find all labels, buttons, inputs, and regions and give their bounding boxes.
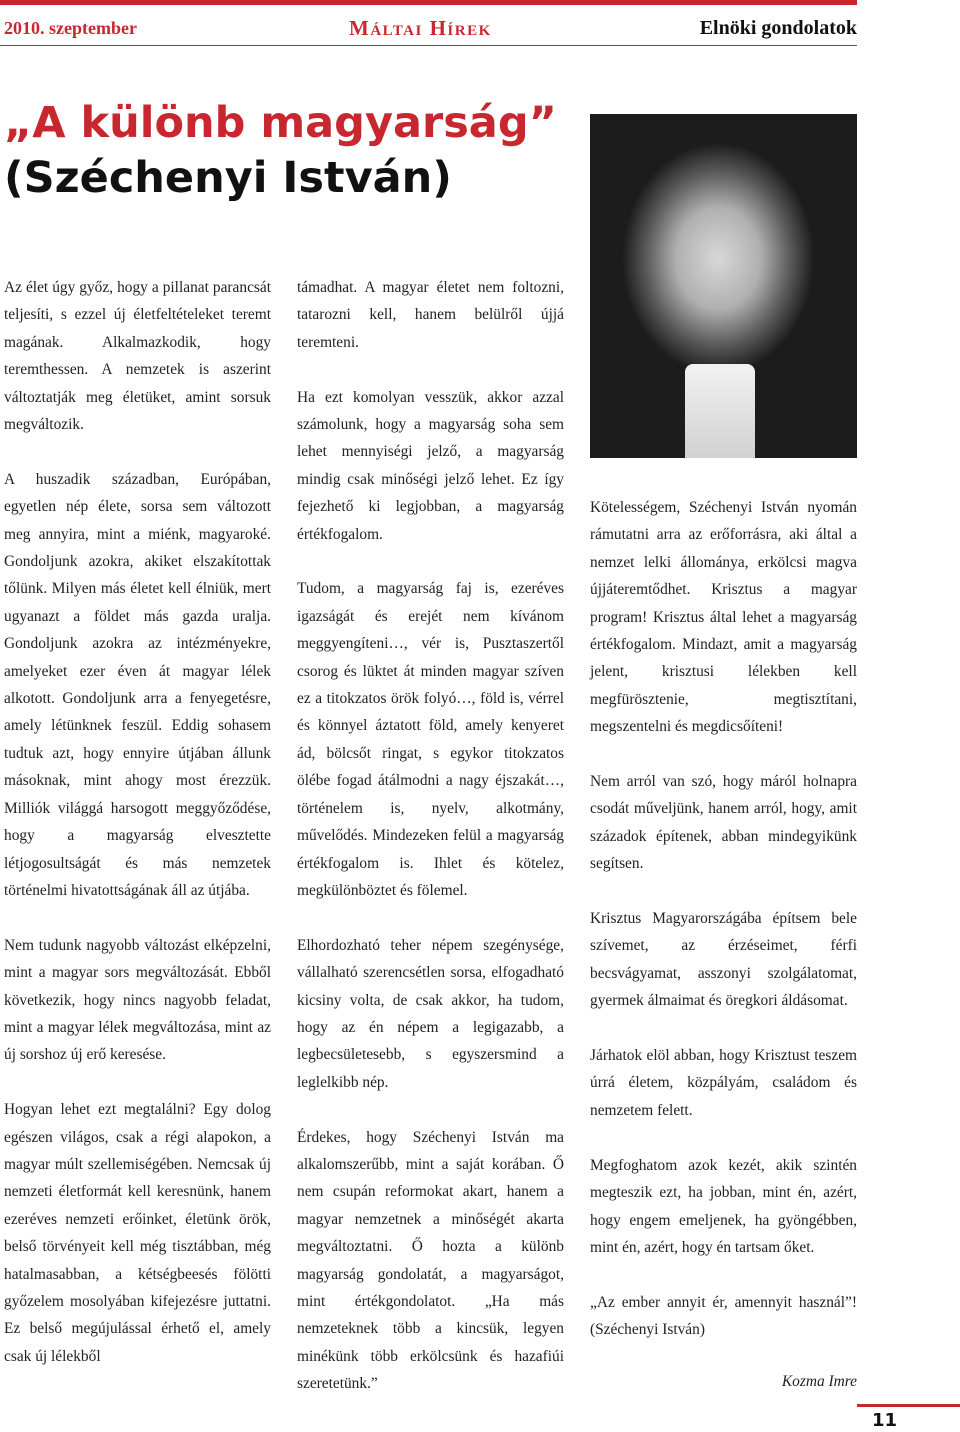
top-rule [0,0,857,5]
portrait-photo [590,114,857,458]
paragraph: A huszadik században, Európában, egyetlen nép élete, sorsa sem változott meg annyira, mint a miénk, magyaroké. Gondoljunk azokra, akiket elszakítottak tőlünk. Milyen más életet kell élniük, mert ugyanazt a földet más gazda uralja. Gondoljunk azokra az intézményekre, amelyeket ezer éven át magyar lélek alkotott. Gondoljunk arra a fenyegetésre, amely létünknek feszül. Eddig sohasem tudtuk azt, hogy ennyire útjában állunk másoknak, mint ahogy most érezzük. Milliók világgá harsogott meggyőződése, hogy a magyarság elvesztette létjogosultságát és más nemzetek történelmi hivatottságának áll az útjába. [4,470,271,899]
article-title-line-2: (Széchenyi István) [4,153,452,203]
paragraph: Tudom, a magyarság faj is, ezeréves igazságát és erejét nem kívánom meggyengíteni…, vér is, Pusztaszertől csorog és lüktet át minden magyar szíven ez a titokzatos örök folyó…, föld is, vérrel és könnyel áztatott föld, amely kenyeret ád, bölcsőt ringat, s egykor titokzatos ölébe fogad átálmodni a nagy éjszakát…, történelem is, nyelv, alkotmány, művelődés. Mindezeken felül a magyarság értékfogalom is. Ihlet és kötelez, megkülönböztet és fölemel. [297,580,564,899]
paragraph: Nem tudunk nagyobb változást elképzelni, mint a magyar sors megváltozását. Ebből következik, hogy nincs nagyobb feladat, mint a magyar lélek megváltozása, mint az új sorshoz új erő keresése. [4,936,271,1064]
paragraph: Érdekes, hogy Széchenyi István ma alkalomszerűbb, mint a saját korában. Ő nem csupán reformokat akart, hanem a magyar nemzetnek a minőségét akarta megváltoztatni. Ő hozta a különb magyarság gondolatát, a magyarságot, mint értékgondolatot. „Ha más nemzeteknek több a kincsük, legyen minékünk több erkölcsünk és hazafiúi szeretetünk.” [297,1128,564,1393]
paragraph: Az élet úgy győz, hogy a pillanat parancsát teljesíti, s ezzel új életfeltételeket teremt magának. Alkalmazkodik, hogy teremthessen. A nemzetek is aszerint változtatják meg életüket, amint sorsuk megváltozik. [4,279,271,434]
section-title: Elnöki gondolatok [699,17,857,39]
issue-date: 2010. szeptember [4,18,137,38]
author-signature: Kozma Imre [781,1373,857,1390]
paragraph: Ha ezt komolyan vesszük, akkor azzal számolunk, hogy a magyarság soha sem lehet mennyiségi jelző, a magyarság mindig csak minőségi jelző lehet. Ez így fejezhető ki legjobban, a magyarság értékfogalom. [297,388,564,543]
clerical-collar-shape [685,364,755,458]
article-title [4,96,584,206]
article-title-line-1: „A különb magyarság” [4,98,557,148]
paragraph-quote: „Az ember annyit ér, amennyit használ”! (Széchenyi István) [590,1293,857,1339]
header-rule [0,45,857,46]
paragraph: Nem arról van szó, hogy máról holnapra csodát művеljünk, hanem arról, hogy, amit századok építenek, abban mindegyikünk segítsen. [590,773,857,873]
page-number: 11 [872,1410,898,1431]
paragraph: Elhordozható teher népem szegénysége, vállalható szerencsétlen sorsa, elfogadható kicsiny volta, de csak akkor, ha tudom, hogy az én népem a legigazabb, a legbecsületesebb, s egyszersmind a leglelkibb nép. [297,936,564,1091]
paragraph: Kötelességem, Széchenyi István nyomán rámutatni arra az erőforrásra, aki által a nemzet lelki állománya, erkölcsi magva újjáteremtődhet. Krisztus a magyar program! Krisztus által lehet a magyarság értékfogalom. Mindazt, amit a magyarság jelent, krisztusi lélekben kell megfürösztenie, megtisztítani, megszentelni és megdicsőíteni! [590,499,857,736]
footer-rule [857,1404,960,1407]
publication-name: Máltai Hírek [349,16,492,40]
paragraph: Megfoghatom azok kezét, akik szintén megteszik ezt, ha jobban, mint én, azért, hogy engem emeljenek, ha gyöngébben, mint én, azért, hogy én tartsam őket. [590,1156,857,1256]
paragraph: Járhatok elöl abban, hogy Krisztust teszem úrrá életem, közpályám, családom és nemzetem felett. [590,1047,857,1119]
text-column-2 [297,274,564,1425]
paragraph: támadhat. A magyar életet nem foltozni, tatarozni kell, hanem belülről újjá teremteni. [297,279,564,351]
text-column-3 [590,494,857,1371]
paragraph: Hogyan lehet ezt megtalálni? Egy dolog egészen világos, csak a régi alapokon, a magyar múlt szellemiségében. Nemcsak új nemzeti életformát kell keresnünk, hanem ezeréves nemzeti erőinket, életünk örök, belső törvényeit kell még tisztábban, még hatalmasabban, a kétségbeesés fölötti győzelem mosolyában kifejezésre juttatni. Ez belső megújulással érhető el, amely csak új lélekből [4,1101,271,1365]
text-column-1 [4,274,271,1398]
paragraph: Krisztus Magyarországába építsem bele szívemet, az érzéseimet, férfi becsvágyamat, asszonyi szolgálatomat, gyermek álmaimat és öregkori áldásomat. [590,910,857,1010]
